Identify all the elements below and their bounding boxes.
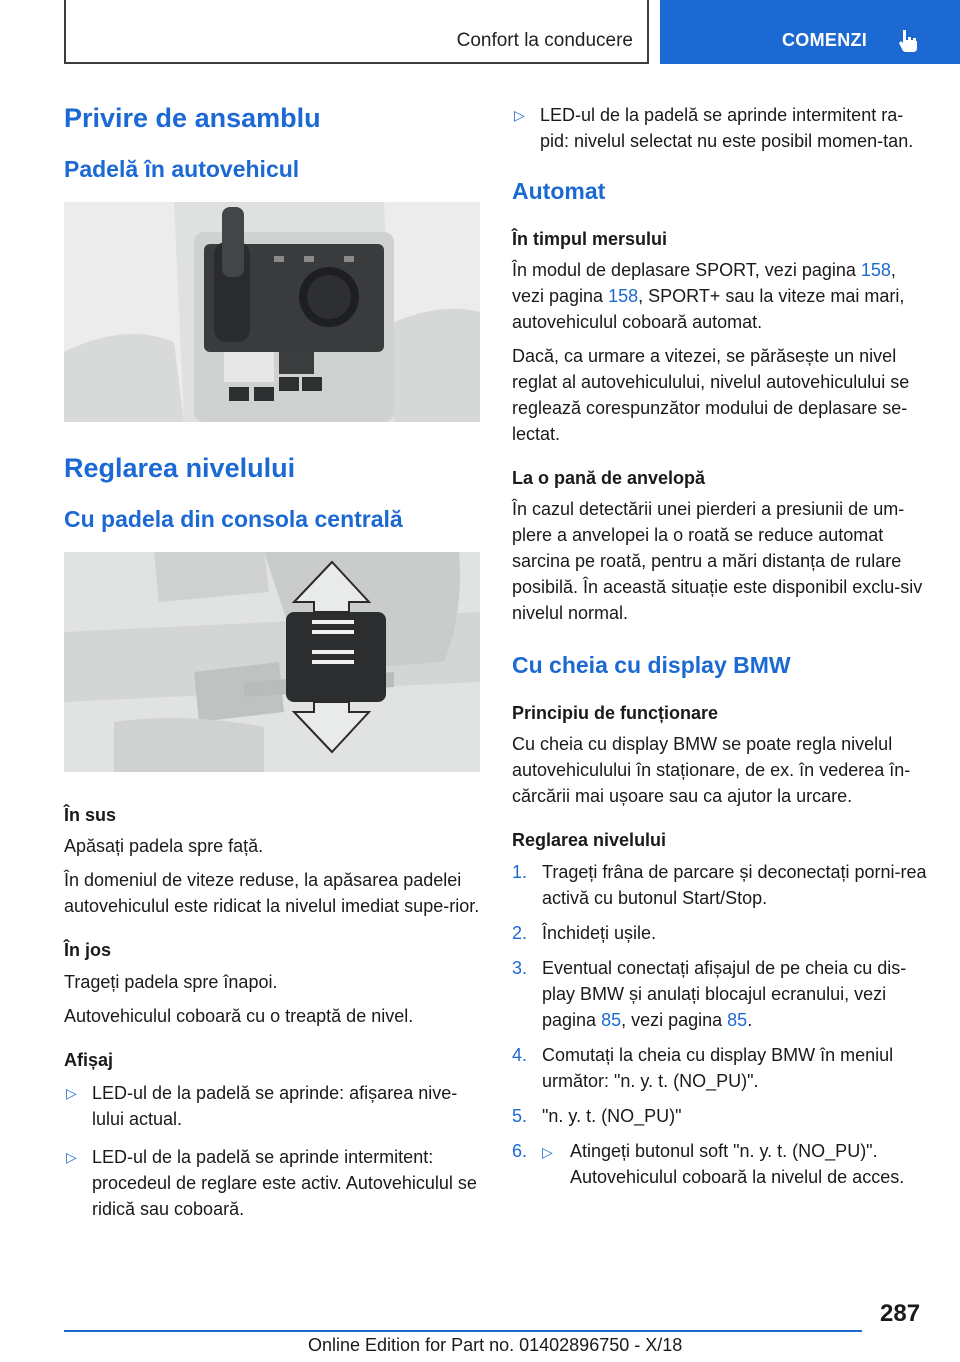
text-jos-2: Autovehiculul coboară cu o treaptă de nivel. xyxy=(64,1005,414,1026)
list-item: 4. Comutați la cheia cu display BMW în meniul următor: "n. y. t. (NO_PU)". xyxy=(512,1044,894,1091)
subheading-reglarea: Reglarea nivelului xyxy=(512,830,667,851)
page-number: 287 xyxy=(880,1300,921,1327)
page-link-158[interactable]: 158 xyxy=(608,285,639,306)
heading-padela-vehicul: Padelă în autovehicul xyxy=(64,156,300,183)
triangle-bullet-icon: ▷ xyxy=(66,1149,77,1166)
triangle-bullet-icon: ▷ xyxy=(514,107,525,123)
list-item: 1. Trageți frâna de parcare și deconectați porni-rea activă cu butonul Start/Stop. xyxy=(512,861,927,908)
list-item: 3. Eventual conectați afișajul de pe cheia cu dis-play BMW și anulați blocajul ecranului, vezi pagina 85, vezi pagina 85. xyxy=(512,957,907,1030)
steps-list xyxy=(512,859,928,1190)
right-column xyxy=(512,96,928,1199)
list-item: 2. Închideți ușile. xyxy=(512,922,657,943)
text-jos-1: Trageți padela spre înapoi. xyxy=(64,971,278,992)
subheading-jos: În jos xyxy=(64,940,112,961)
page-link-158[interactable]: 158 xyxy=(860,259,891,280)
heading-overview: Privire de ansamblu xyxy=(64,103,321,133)
afisaj-list-continued xyxy=(512,102,928,154)
figure-level-paddle xyxy=(64,552,480,772)
footer-divider xyxy=(64,1330,862,1332)
afisaj-list xyxy=(64,1080,480,1222)
tab-comenzi[interactable] xyxy=(660,0,960,64)
subheading-afisaj: Afișaj xyxy=(64,1049,114,1070)
list-item: ▷ LED-ul de la padelă se aprinde: afișarea nive-lului actual. xyxy=(64,1080,480,1132)
heading-cheia: Cu cheia cu display BMW xyxy=(512,652,791,679)
heading-reglarea: Reglarea nivelului xyxy=(64,452,296,483)
page-link-85[interactable]: 85 xyxy=(727,1009,748,1030)
heading-consola: Cu padela din consola centrală xyxy=(64,506,403,533)
list-item: ▷ LED-ul de la padelă se aprinde intermitent: procedeul de reglare este activ. Autovehiculul se ridică sau coboară. xyxy=(64,1144,480,1222)
subheading-principiu: Principiu de funcționare xyxy=(512,702,719,723)
text-mers-2: Dacă, ca urmare a vitezei, se părăsește un nivel reglat al autovehiculului, nivelul autovehiculului se reglează corespunzător modului de deplasare se-lectat. xyxy=(512,345,910,444)
list-item: ▷ LED-ul de la padelă se aprinde intermitent ra-pid: nivelul selectat nu este posibil momen-tan. xyxy=(512,102,928,154)
header-section-box xyxy=(64,0,649,64)
figure-center-console xyxy=(64,202,480,422)
paddle-illustration xyxy=(64,552,480,772)
console-illustration xyxy=(64,202,480,422)
subheading-mers: În timpul mersului xyxy=(512,228,668,249)
list-item: 6. ▷ Atingeți butonul soft "n. y. t. (NO_PU)". Autovehiculul coboară la nivelul de acces. xyxy=(512,1140,905,1187)
finger-press-icon xyxy=(894,26,922,54)
list-item: 5. "n. y. t. (NO_PU)" xyxy=(512,1105,682,1126)
text-sus-1: Apăsați padela spre față. xyxy=(64,836,264,857)
subheading-sus: În sus xyxy=(64,804,117,825)
left-column xyxy=(64,96,480,1234)
section-title: Confort la conducere xyxy=(456,30,633,51)
subheading-pana: La o pană de anvelopă xyxy=(512,467,706,488)
footer-edition: Online Edition for Part no. 01402896750 - X/18 xyxy=(308,1335,683,1355)
heading-automat: Automat xyxy=(512,178,606,204)
triangle-bullet-icon: ▷ xyxy=(542,1143,553,1160)
text-principiu: Cu cheia cu display BMW se poate regla nivelul autovehiculului în staționare, de ex. în vederea în-cărcării mai ușoare sau ca ajutor la urcare. xyxy=(512,734,911,807)
triangle-bullet-icon: ▷ xyxy=(66,1085,77,1102)
text-mers-1: În modul de deplasare SPORT, vezi pagina 158, vezi pagina 158, SPORT+ sau la viteze mai mari, autovehiculul coboară automat. xyxy=(512,259,905,332)
text-sus-2: În domeniul de viteze reduse, la apăsarea padelei autovehiculul este ridicat la nivelul imediat supe-rior. xyxy=(64,870,480,917)
tab-comenzi-label: COMENZI xyxy=(782,30,868,50)
page-link-85[interactable]: 85 xyxy=(601,1009,622,1030)
text-pana: În cazul detectării unei pierderi a presiunii de um-plere a anvelopei la o roată se reduce automat sarcina pe roată, pentru a mări distanța de rulare posibilă. În această situație este disponibil exclu-siv nivelul normal. xyxy=(512,499,923,624)
